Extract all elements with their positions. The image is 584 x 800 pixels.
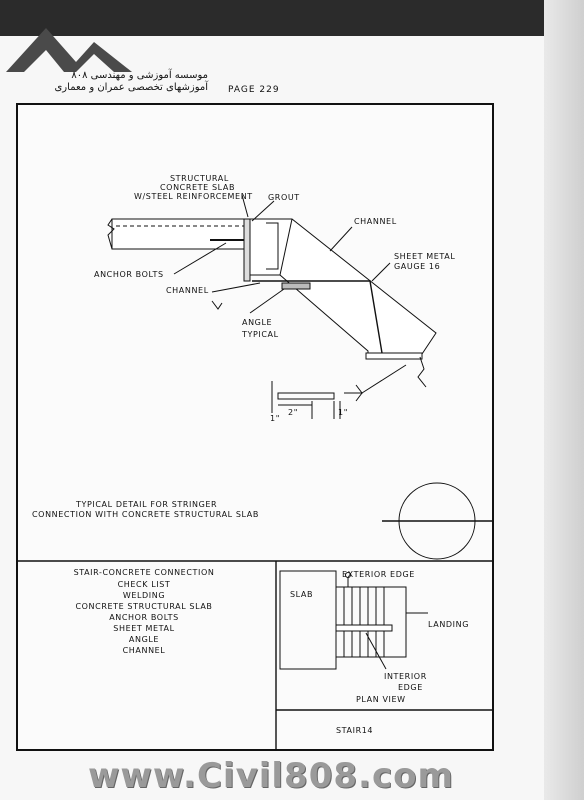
checklist-item: ANGLE: [128, 635, 160, 644]
checklist-panel: [74, 568, 215, 655]
plan-stringer: [336, 625, 392, 631]
angle-dimension-detail: [272, 381, 340, 419]
plan-interior-2: EDGE: [398, 683, 423, 692]
weld-leader: [362, 365, 406, 393]
section-mark: [212, 301, 222, 309]
plan-landing-label: LANDING: [428, 620, 470, 629]
page-number: PAGE 229: [228, 85, 280, 95]
dim-label-2: 2": [288, 408, 298, 417]
leader-angle: [250, 289, 284, 313]
bottom-plate: [366, 353, 422, 359]
label-sheet-metal-2: GAUGE 16: [394, 262, 441, 271]
lower-panel-lines: [16, 561, 494, 751]
label-channel-left: CHANNEL: [166, 286, 209, 295]
leader-channel-left: [212, 283, 260, 292]
leader-channel-top: [330, 227, 352, 251]
checklist-item: CHECK LIST: [117, 580, 171, 589]
checklist-title: STAIR-CONCRETE CONNECTION: [73, 568, 215, 577]
plan-slab-label: SLAB: [290, 590, 314, 599]
label-slab-3: W/STEEL REINFORCEMENT: [134, 192, 253, 201]
label-angle-2: TYPICAL: [242, 330, 279, 339]
plan-slab: [280, 571, 336, 669]
dim-label-1a: 1": [270, 414, 280, 423]
dim-label-1b: 1": [338, 408, 348, 417]
checklist-item: CHANNEL: [122, 646, 166, 655]
plan-view-title: PLAN VIEW: [356, 695, 406, 704]
detail-title-2: CONNECTION WITH CONCRETE STRUCTURAL SLAB: [32, 510, 259, 519]
label-grout: GROUT: [268, 193, 300, 202]
label-sheet-metal-1: SHEET METAL: [394, 252, 456, 261]
concrete-slab: [112, 219, 246, 249]
drawing-code: STAIR14: [336, 726, 374, 735]
label-slab-2: CONCRETE SLAB: [160, 183, 236, 192]
section-circle-symbol: [382, 483, 492, 559]
angle-plate: [282, 283, 310, 289]
watermark: www.Civil808.com: [88, 756, 454, 796]
leader-sheet-metal: [372, 263, 390, 281]
plan-stair: [336, 587, 406, 657]
label-anchor-bolts: ANCHOR BOLTS: [94, 270, 164, 279]
institute-name-line2: آموزشهای تخصصی عمران و معماری: [54, 82, 208, 93]
leader-grout: [252, 201, 274, 221]
stringer-break-line: [418, 357, 426, 387]
plan-interior-1: INTERIOR: [384, 672, 427, 681]
checklist-item: ANCHOR BOLTS: [109, 613, 179, 622]
weld-symbol: [344, 385, 362, 401]
institute-name-line1: موسسه آموزشی و مهندسی ۸۰۸: [71, 70, 208, 81]
checklist-item: CONCRETE STRUCTURAL SLAB: [75, 602, 213, 611]
scan-right-edge: [544, 0, 584, 800]
label-slab-1: STRUCTURAL: [170, 174, 229, 183]
label-angle-1: ANGLE: [242, 318, 273, 327]
plan-view: [280, 571, 428, 669]
label-channel-top: CHANNEL: [354, 217, 397, 226]
institute-name: [8, 70, 208, 94]
checklist-item: SHEET METAL: [113, 624, 175, 633]
drawing-sheet: [16, 103, 494, 751]
angle-section: [278, 393, 334, 399]
grout-layer: [244, 219, 250, 281]
plan-exterior-edge: EXTERIOR EDGE: [342, 570, 415, 579]
detail-title-1: TYPICAL DETAIL FOR STRINGER: [76, 500, 218, 509]
checklist-item: WELDING: [122, 591, 166, 600]
